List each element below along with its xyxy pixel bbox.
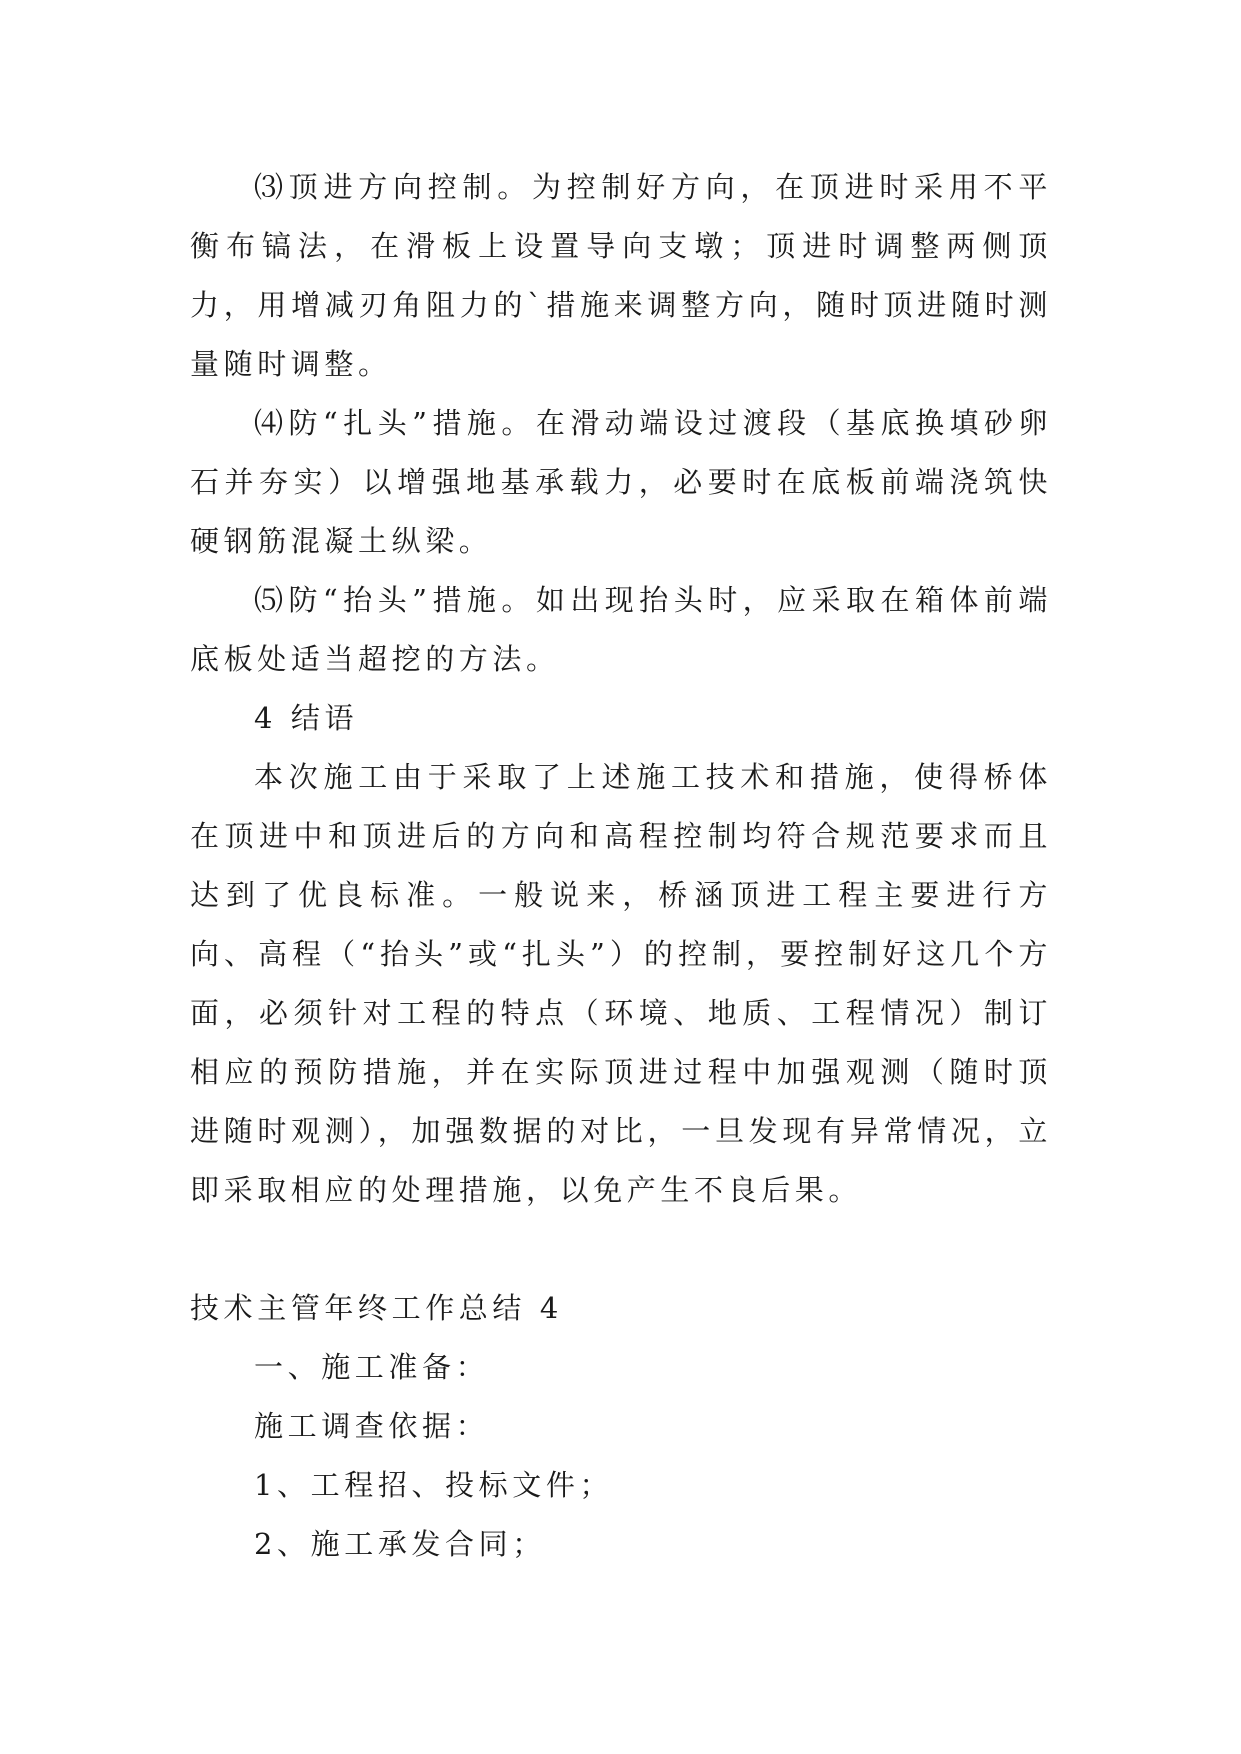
list-item: 一、施工准备： (254, 1350, 490, 1384)
conclusion-paragraph: 本次施工由于采取了上述施工技术和措施，使得桥体在顶进中和顶进后的方向和高程控制均符合规范要求而且达到了优良标准。一般说来，桥涵顶进工程主要进行方向、高程（“抬头”或“扎头”）的控制，要控制好这几个方面，必须针对工程的特点（环境、地质、工程情况）制订相应的预防措施，并在实际顶进过程中加强观测（随时顶进随时观测），加强数据的对比，一旦发现有异常情况，立即采取相应的处理措施，以免产生不良后果。 (190, 760, 1052, 1207)
section-title: 技术主管年终工作总结 4 (190, 1291, 563, 1325)
paragraph-direction-control: ⑶顶进方向控制。为控制好方向，在顶进时采用不平衡布镐法，在滑板上设置导向支墩；顶进时调整两侧顶力，用增减刃角阻力的`措施来调整方向，随时顶进随时测量随时调整。 (190, 170, 1052, 381)
paragraph-anti-dive: ⑷防“扎头”措施。在滑动端设过渡段（基底换填砂卵石并夯实）以增强地基承载力，必要时在底板前端浇筑快硬钢筋混凝土纵梁。 (190, 406, 1052, 558)
conclusion-heading: 4 结语 (254, 701, 359, 735)
list-item: 2、施工承发合同； (254, 1527, 546, 1561)
list-item: 施工调查依据： (254, 1409, 490, 1443)
paragraph-anti-lift: ⑸防“抬头”措施。如出现抬头时，应采取在箱体前端底板处适当超挖的方法。 (190, 583, 1052, 676)
list-item: 1、工程招、投标文件； (254, 1468, 614, 1502)
document-page (190, 158, 1052, 1574)
